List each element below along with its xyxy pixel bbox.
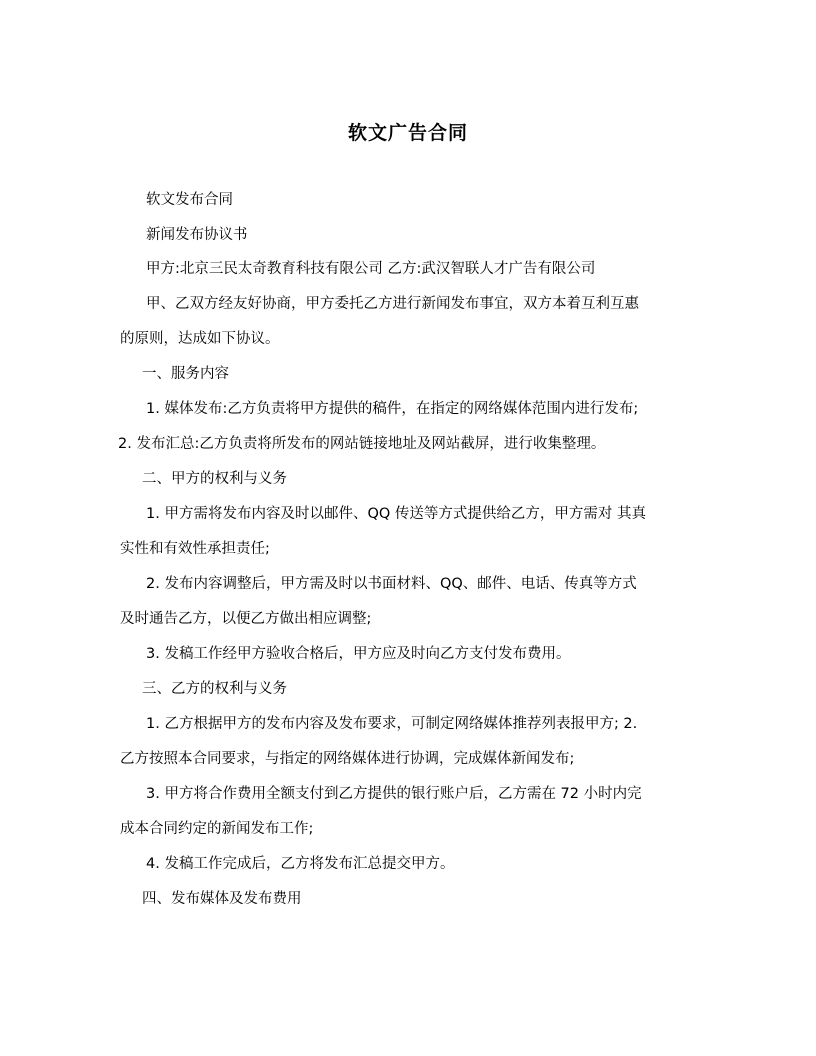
section-heading-4: 四、发布媒体及发布费用	[142, 891, 302, 907]
party-b-item-3-line-1: 3. 甲方将合作费用全额支付到乙方提供的银行账户后，乙方需在 72 小时内完	[146, 786, 642, 802]
subtitle-line: 软文发布合同	[146, 192, 233, 208]
document-title: 软文广告合同	[347, 122, 468, 144]
preamble-line-2: 的原则，达成如下协议。	[120, 331, 280, 347]
service-item-2: 2. 发布汇总:乙方负责将所发布的网站链接地址及网站截屏，进行收集整理。	[118, 436, 606, 452]
party-b-item-3-line-2: 成本合同约定的新闻发布工作;	[120, 821, 314, 837]
party-a-item-1-line-1: 1. 甲方需将发布内容及时以邮件、QQ 传送等方式提供给乙方，甲方需对 其真	[146, 506, 646, 522]
party-b-item-4: 4. 发稿工作完成后，乙方将发布汇总提交甲方。	[146, 856, 455, 872]
parties-line: 甲方:北京三民太奇教育科技有限公司 乙方:武汉智联人才广告有限公司	[146, 261, 596, 277]
section-heading-1: 一、服务内容	[142, 366, 229, 382]
section-heading-2: 二、甲方的权利与义务	[142, 471, 287, 487]
party-a-item-3: 3. 发稿工作经甲方验收合格后，甲方应及时向乙方支付发布费用。	[146, 646, 571, 662]
party-a-item-2-line-1: 2. 发布内容调整后，甲方需及时以书面材料、QQ、邮件、电话、传真等方式	[146, 576, 637, 592]
party-b-item-1: 1. 乙方根据甲方的发布内容及发布要求，可制定网络媒体推荐列表报甲方; 2.	[146, 716, 638, 732]
preamble-line-1: 甲、乙双方经友好协商，甲方委托乙方进行新闻发布事宜，双方本着互利互惠	[146, 296, 639, 312]
service-item-1: 1. 媒体发布:乙方负责将甲方提供的稿件，在指定的网络媒体范围内进行发布;	[146, 401, 639, 417]
party-a-item-1-line-2: 实性和有效性承担责任;	[120, 541, 270, 557]
agreement-name-line: 新闻发布协议书	[146, 227, 248, 243]
party-a-item-2-line-2: 及时通告乙方，以便乙方做出相应调整;	[120, 611, 372, 627]
party-b-item-2: 乙方按照本合同要求，与指定的网络媒体进行协调，完成媒体新闻发布;	[120, 751, 575, 767]
section-heading-3: 三、乙方的权利与义务	[142, 681, 287, 697]
